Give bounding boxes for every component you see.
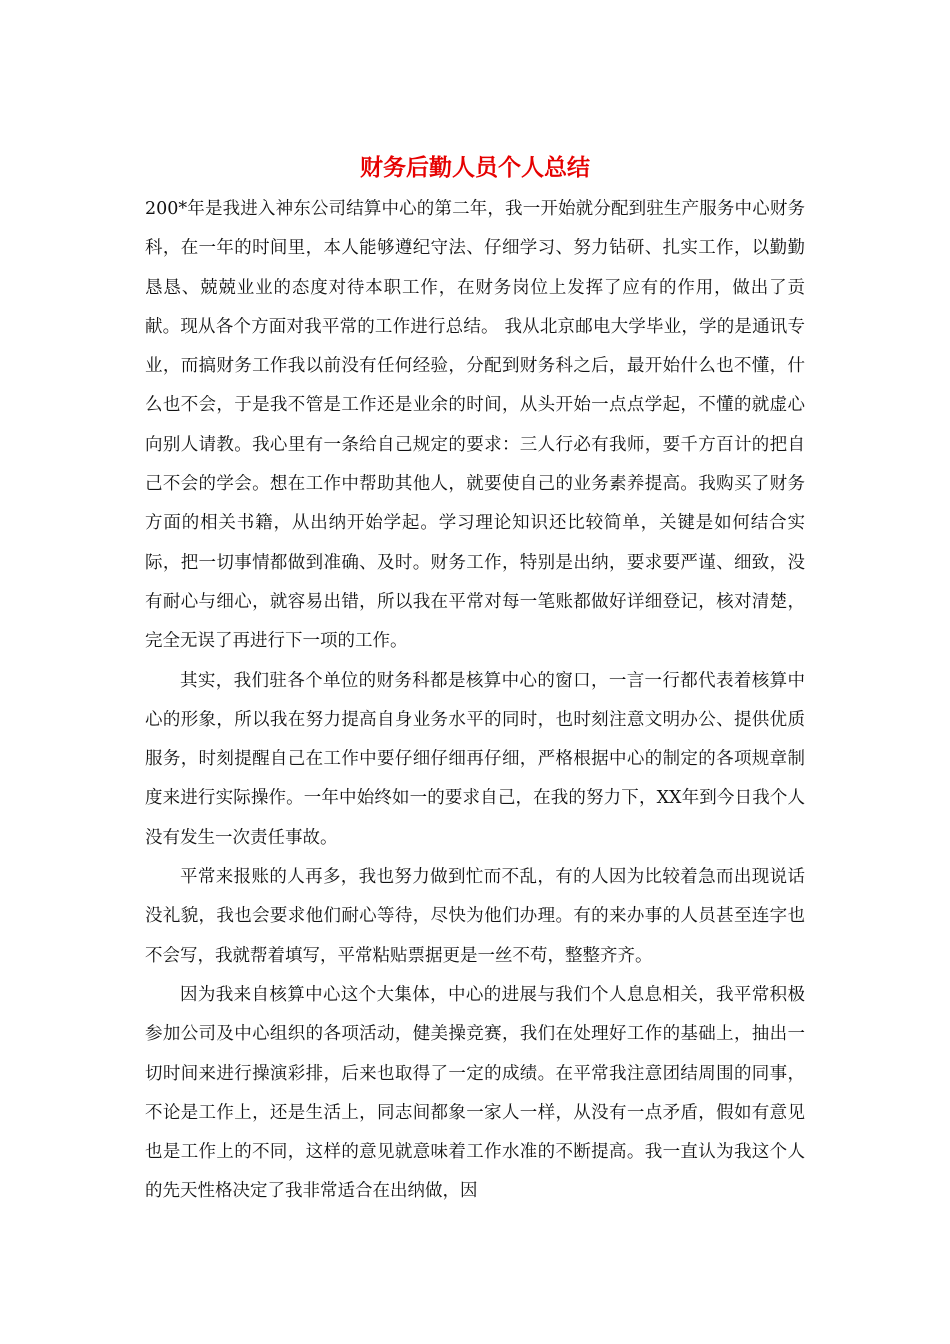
document-body [145, 190, 805, 1212]
paragraph-3: 平常来报账的人再多，我也努力做到忙而不乱，有的人因为比较着急而出现说话没礼貌，我也会要求他们耐心等待，尽快为他们办理。有的来办事的人员甚至连字也不会写，我就帮着填写，平常粘贴票据更是一丝不苟，整整齐齐。 [145, 867, 805, 966]
paragraph-4: 因为我来自核算中心这个大集体，中心的进展与我们个人息息相关，我平常积极参加公司及中心组织的各项活动，健美操竞赛，我们在处理好工作的基础上，抽出一切时间来进行操演彩排，后来也取得了一定的成绩。在平常我注意团结周围的同事，不论是工作上，还是生活上，同志间都象一家人一样，从没有一点矛盾，假如有意见也是工作上的不同，这样的意见就意味着工作水准的不断提高。我一直认为我这个人的先天性格决定了我非常适合在出纳做，因 [145, 984, 805, 1202]
paragraph-2: 其实，我们驻各个单位的财务科都是核算中心的窗口，一言一行都代表着核算中心的形象，所以我在努力提高自身业务水平的同时，也时刻注意文明办公、提供优质服务，时刻提醒自己在工作中要仔细仔细再仔细，严格根据中心的制定的各项规章制度来进行实际操作。一年中始终如一的要求自己，在我的努力下，XX年到今日我个人没有发生一次责任事故。 [145, 670, 805, 848]
paragraph-1: 200*年是我进入神东公司结算中心的第二年，我一开始就分配到驻生产服务中心财务科，在一年的时间里，本人能够遵纪守法、仔细学习、努力钻研、扎实工作，以勤勤恳恳、兢兢业业的态度对待本职工作，在财务岗位上发挥了应有的作用，做出了贡献。现从各个方面对我平常的工作进行总结。 我从北京邮电大学毕业，学的是通讯专业，而搞财务工作我以前没有任何经验，分配到财务科之后，最开始什么也不懂，什么也不会，于是我不管是工作还是业余的时间，从头开始一点点学起，不懂的就虚心向别人请教。我心里有一条给自己规定的要求：三人行必有我师，要千方百计的把自己不会的学会。想在工作中帮助其他人，就要使自己的业务素养提高。我购买了财务方面的相关书籍，从出纳开始学起。学习理论知识还比较简单，关键是如何结合实际，把一切事情都做到准确、及时。财务工作，特别是出纳，要求要严谨、细致，没有耐心与细心，就容易出错，所以我在平常对每一笔账都做好详细登记，核对清楚，完全无误了再进行下一项的工作。 [145, 199, 805, 652]
document-title: 财务后勤人员个人总结 [360, 154, 590, 181]
